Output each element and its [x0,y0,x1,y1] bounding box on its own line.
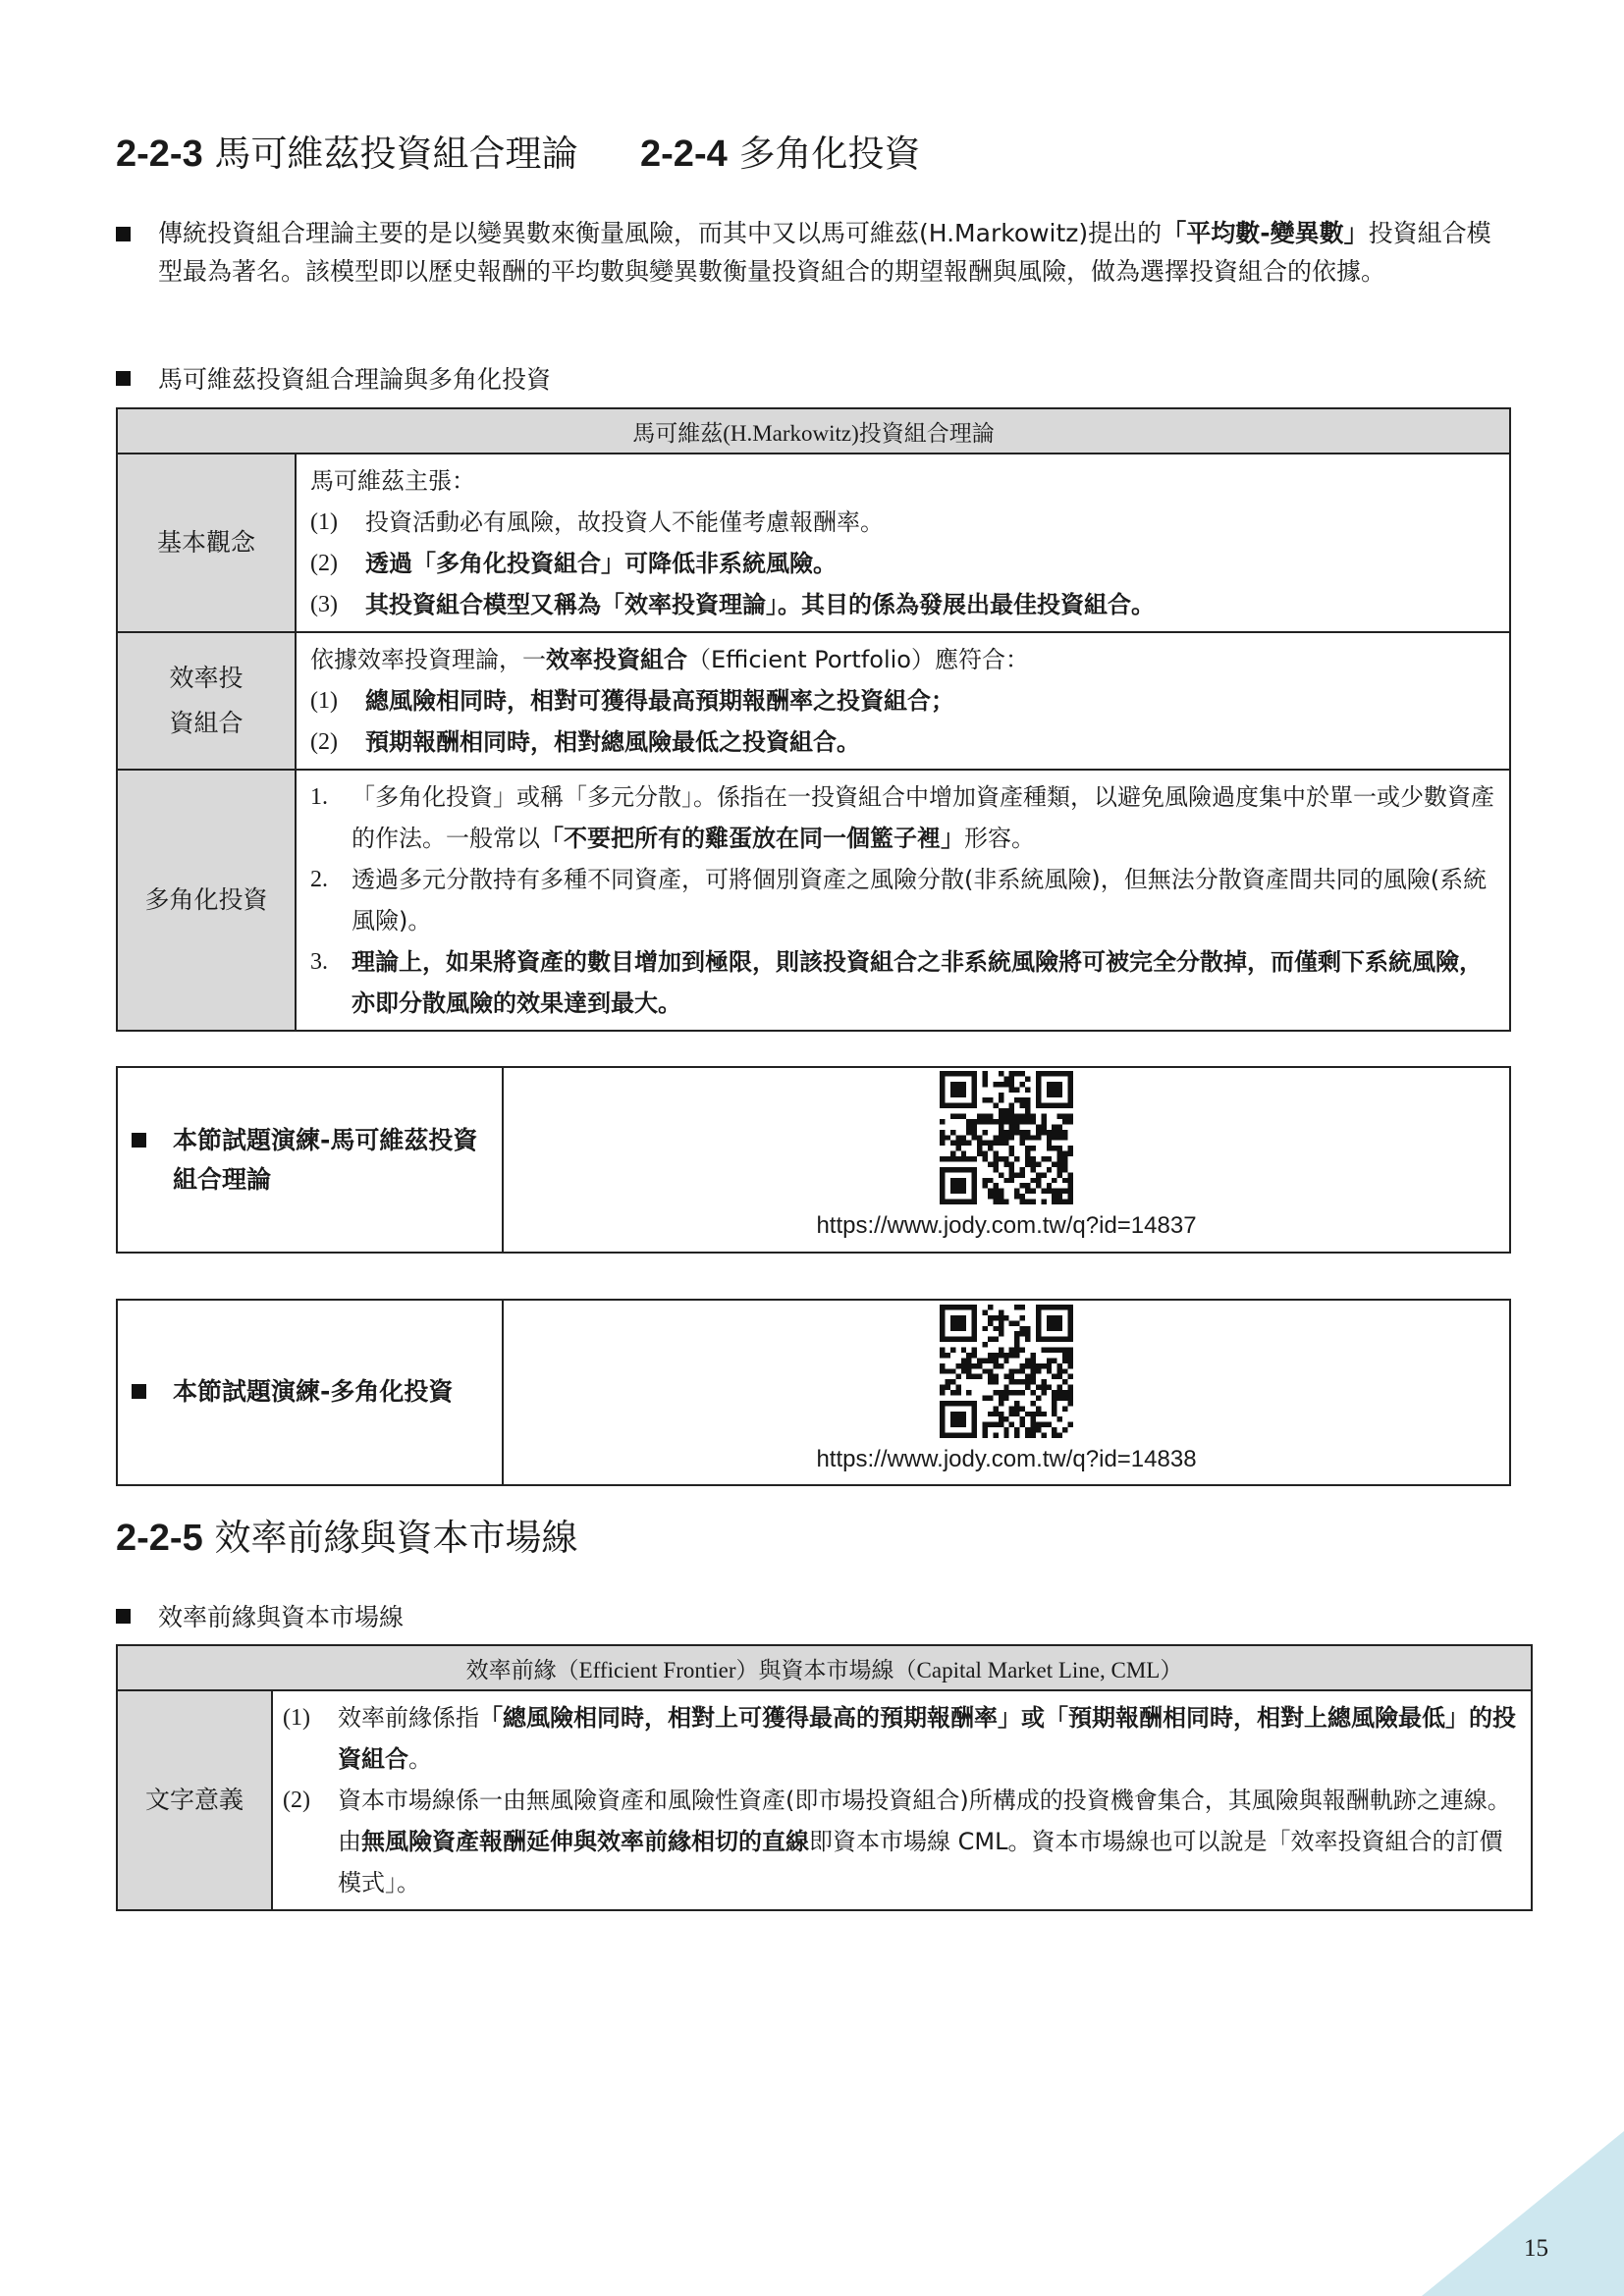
section-heading-1 [116,135,921,173]
row-content: (1) 效率前緣係指「總風險相同時，相對上可獲得最高的預期報酬率」或「預期報酬相同時，相對上總風險最低」的投資組合。 (2) 資本市場線係一由無風險資產和風險性資產(即市場投資組合)所構成的投資機會集合，其風險與報酬軌跡之連線。由無風險資產報酬延伸與效率前緣相切的直線即資本市場線 CML。資本市場線也可以說是「效率投資組合的訂價模式」。 [272,1690,1532,1910]
table-caption: 馬可維茲投資組合理論與多角化投資 [116,360,551,399]
practice-link[interactable]: https://www.jody.com.tw/q?id=14838 [816,1446,1197,1472]
section-title: 效率前緣與資本市場線 [214,1517,578,1559]
table-row [117,1690,1532,1910]
table-row [117,454,1510,632]
practice-label: 本節試題演練-多角化投資 [117,1300,503,1485]
table-row [117,770,1510,1031]
section-number: 2-2-3 [116,133,203,175]
practice-label: 本節試題演練-馬可維茲投資組合理論 [117,1067,503,1253]
practice-qr-cell[interactable] [503,1300,1510,1485]
row-label: 文字意義 [117,1690,272,1910]
bullet-square-icon [132,1384,146,1399]
practice-box-2 [116,1299,1511,1486]
page-number: 15 [1524,2235,1548,2262]
row-label: 多角化投資 [117,770,296,1031]
cml-table [116,1644,1533,1911]
table-header: 馬可維茲(H.Markowitz)投資組合理論 [117,408,1510,454]
bullet-square-icon [116,1609,131,1624]
markowitz-table [116,407,1511,1032]
table-row [117,632,1510,770]
section-heading-2 [116,1517,578,1559]
section-number: 2-2-4 [640,133,728,175]
bullet-square-icon [116,371,131,386]
bullet-square-icon [132,1133,146,1148]
row-content: 馬可維茲主張： (1) 投資活動必有風險，故投資人不能僅考慮報酬率。 (2) 透過「多角化投資組合」可降低非系統風險。 (3) 其投資組合模型又稱為「效率投資理論」。其目的係為發展出最佳投資組合。 [296,454,1510,632]
practice-qr-cell[interactable] [503,1067,1510,1253]
row-label: 基本觀念 [117,454,296,632]
section-number: 2-2-5 [116,1518,203,1559]
section-title: 多角化投資 [738,133,921,175]
qr-code-icon[interactable] [940,1305,1073,1438]
table-header: 效率前緣（Efficient Frontier）與資本市場線（Capital Market Line, CML） [117,1645,1532,1690]
row-label: 效率投 資組合 [117,632,296,770]
intro-paragraph: 傳統投資組合理論主要的是以變異數來衡量風險，而其中又以馬可維茲(H.Markowitz)提出的「平均數-變異數」投資組合模型最為著名。該模型即以歷史報酬的平均數與變異數衡量投資組合的期望報酬與風險，做為選擇投資組合的依據。 [116,214,1515,291]
bullet-square-icon [116,227,131,241]
practice-box-1 [116,1066,1511,1254]
row-content: 1. 「多角化投資」或稱「多元分散」。係指在一投資組合中增加資產種類，以避免風險過度集中於單一或少數資產的作法。一般常以「不要把所有的雞蛋放在同一個籃子裡」形容。 2. 透過多元分散持有多種不同資產，可將個別資產之風險分散(非系統風險)，但無法分散資產間共同的風險(系統風險)。 3. 理論上，如果將資產的數目增加到極限，則該投資組合之非系統風險將可被完全分散掉，而僅剩下系統風險，亦即分散風險的效果達到最大。 [296,770,1510,1031]
corner-decoration [1422,2131,1624,2296]
row-content: 依據效率投資理論，一效率投資組合（Efficient Portfolio）應符合： (1) 總風險相同時，相對可獲得最高預期報酬率之投資組合； (2) 預期報酬相同時，相對總風險最低之投資組合。 [296,632,1510,770]
table-caption: 效率前緣與資本市場線 [116,1598,404,1636]
practice-link[interactable]: https://www.jody.com.tw/q?id=14837 [816,1212,1197,1239]
section-title: 馬可維茲投資組合理論 [214,133,578,175]
qr-code-icon[interactable] [940,1071,1073,1204]
